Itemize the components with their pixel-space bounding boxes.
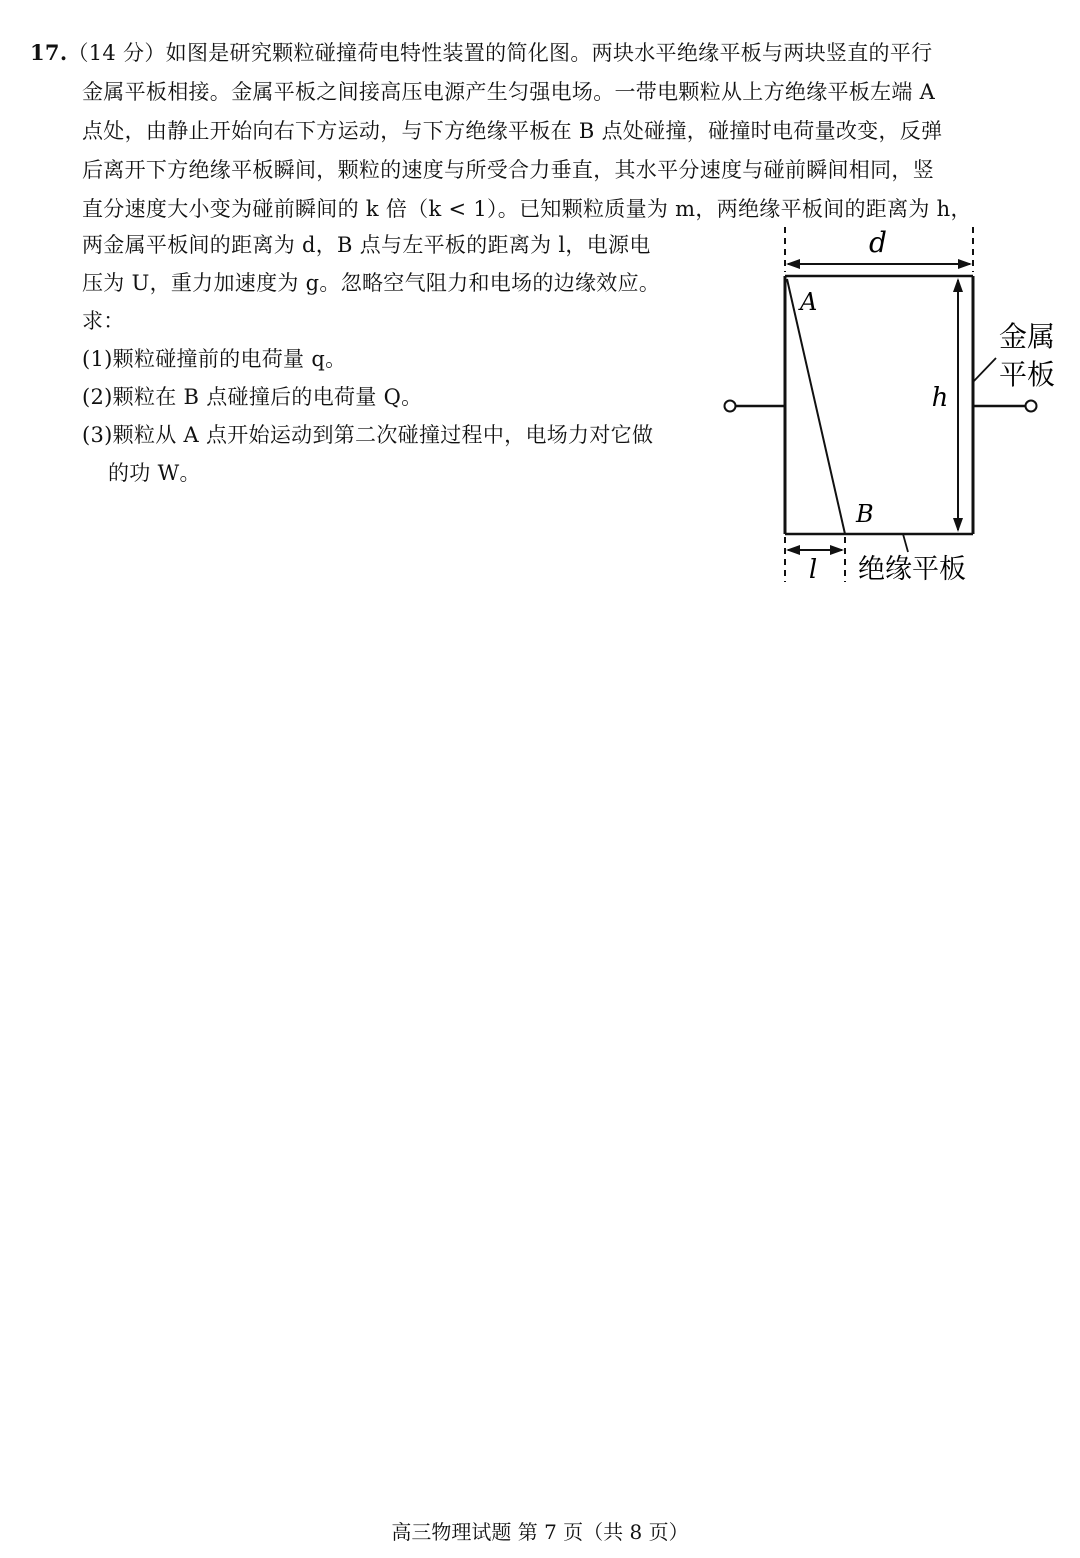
d-arrow-right [958, 259, 972, 269]
label-metal-line-2: 平板 [999, 359, 1056, 390]
right-terminal [1026, 401, 1037, 412]
particle-trajectory [787, 279, 845, 534]
question-line-6: 两金属平板间的距离为 d，B 点与左平板的距离为 l，电源电 [82, 233, 651, 257]
question-line-8: 求： [82, 309, 125, 333]
h-arrow-bottom [953, 518, 963, 532]
label-d: d [869, 226, 887, 259]
left-terminal [725, 401, 736, 412]
sub-question-3-cont: 的功 W。 [108, 461, 201, 485]
metal-leader-line [973, 358, 996, 382]
question-line-3: 点处，由静止开始向右下方运动，与下方绝缘平板在 B 点处碰撞，碰撞时电荷量改变，反弹 [82, 119, 943, 143]
apparatus-diagram [700, 222, 1080, 592]
label-point-a: A [800, 288, 818, 316]
h-arrow-top [953, 278, 963, 292]
l-arrow-right [830, 545, 844, 555]
label-metal-line-1: 金属 [999, 321, 1056, 352]
sub-question-2: (2)颗粒在 B 点碰撞后的电荷量 Q。 [82, 385, 423, 409]
sub-question-1: (1)颗粒碰撞前的电荷量 q。 [82, 347, 347, 371]
question-line-4: 后离开下方绝缘平板瞬间，颗粒的速度与所受合力垂直，其水平分速度与碰前瞬间相同，竖 [82, 158, 934, 182]
sub-question-3: (3)颗粒从 A 点开始运动到第二次碰撞过程中，电场力对它做 [82, 423, 654, 447]
label-h: h [931, 383, 949, 413]
label-insulating-plate: 绝缘平板 [858, 554, 966, 584]
question-line-5: 直分速度大小变为碰前瞬间的 k 倍（k < 1）。已知颗粒质量为 m，两绝缘平板间的距离为 h， [82, 197, 972, 221]
label-l: l [808, 555, 818, 585]
question-line-2: 金属平板相接。金属平板之间接高压电源产生匀强电场。一带电颗粒从上方绝缘平板左端 A [82, 80, 936, 104]
question-line-7: 压为 U，重力加速度为 g。忽略空气阻力和电场的边缘效应。 [82, 271, 661, 295]
insulating-leader-line [903, 534, 908, 552]
question-score: （14 分） [67, 41, 166, 65]
label-point-b: B [856, 500, 874, 528]
question-first-line [30, 38, 932, 68]
d-arrow-left [786, 259, 800, 269]
page-footer: 高三物理试题 第 7 页（共 8 页） [391, 1520, 689, 1544]
question-line-1: 如图是研究颗粒碰撞荷电特性装置的简化图。两块水平绝缘平板与两块竖直的平行 [165, 41, 933, 65]
question-number: 17. [30, 40, 68, 65]
l-arrow-left [786, 545, 800, 555]
